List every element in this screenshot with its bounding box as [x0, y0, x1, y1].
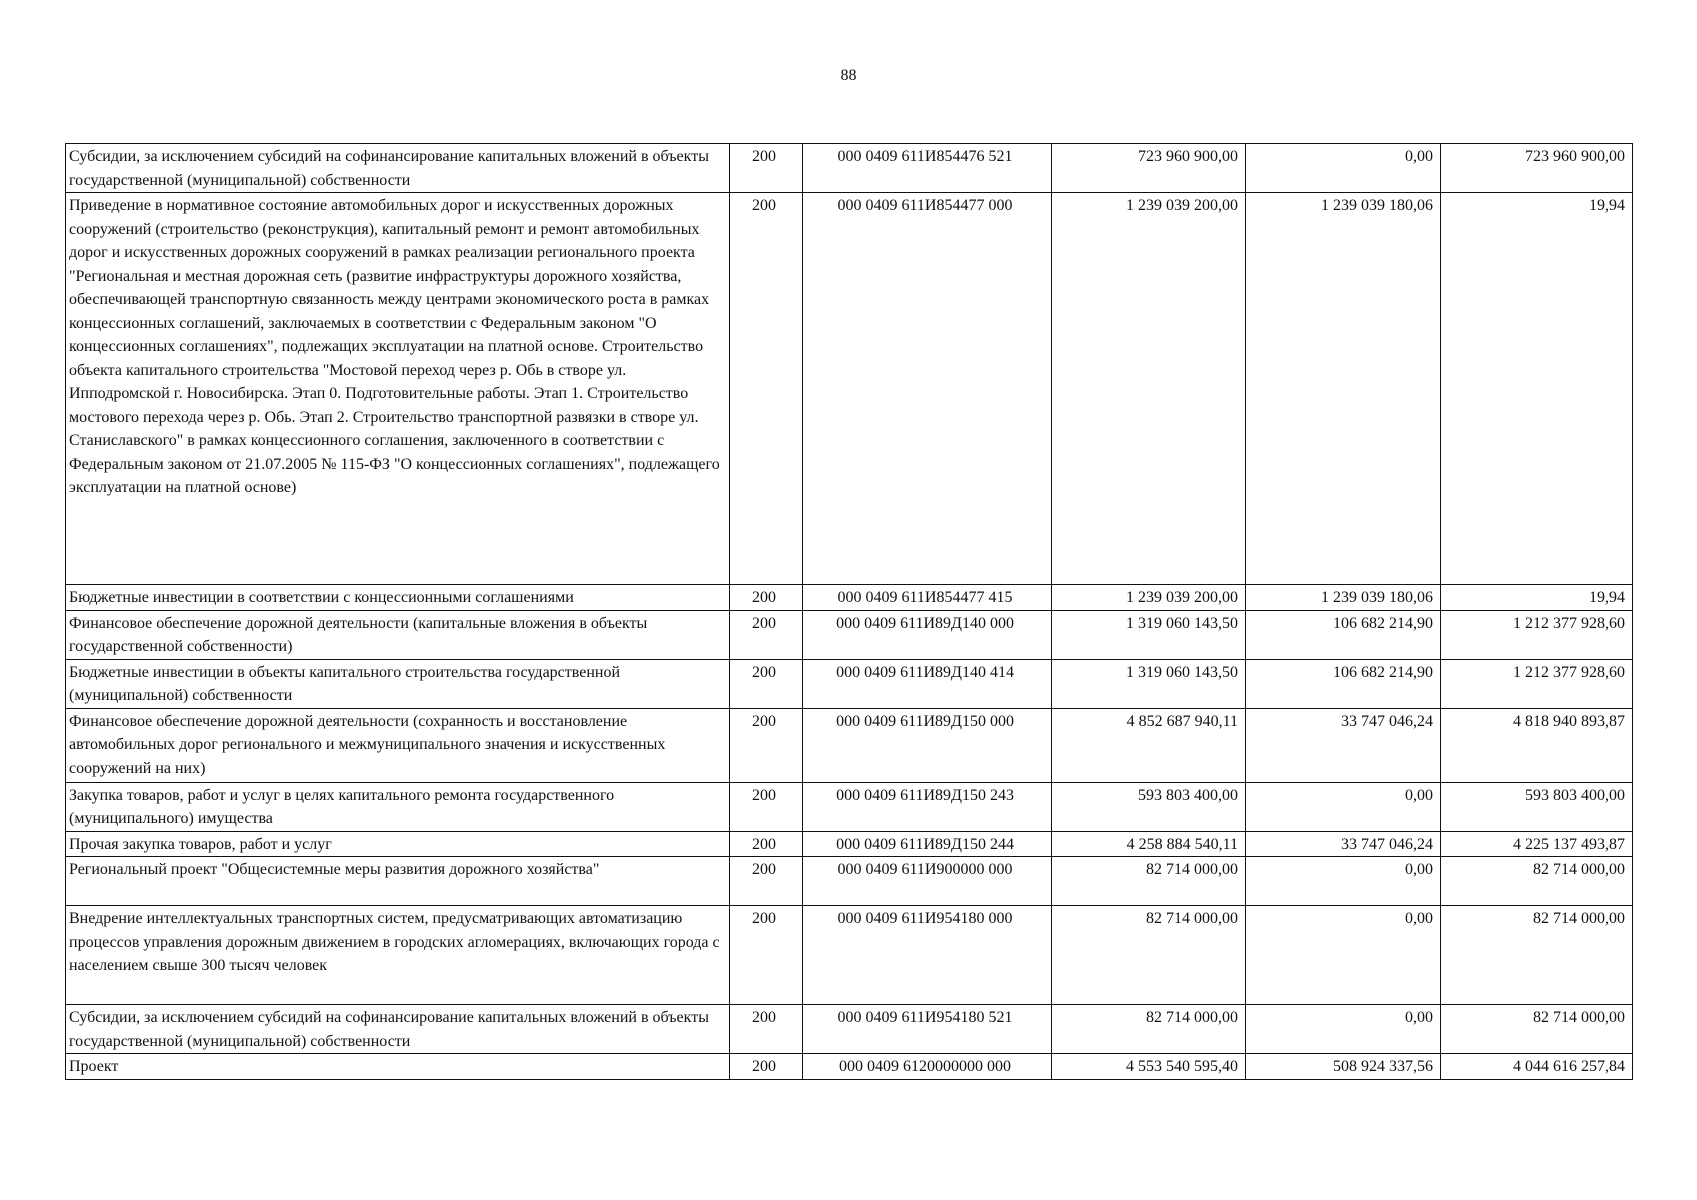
row-unexecuted-cell: 4 818 940 893,87 — [1441, 708, 1633, 782]
table-row — [66, 1054, 1633, 1080]
row-budget-code-cell: 000 0409 611И89Д140 000 — [803, 610, 1052, 659]
row-unexecuted-cell: 4 044 616 257,84 — [1441, 1054, 1633, 1080]
row-unexecuted-cell: 82 714 000,00 — [1441, 857, 1633, 906]
row-line-code-cell: 200 — [730, 610, 803, 659]
table-row — [66, 1005, 1633, 1054]
row-name-cell: Бюджетные инвестиции в соответствии с концессионными соглашениями — [66, 585, 730, 611]
row-line-code-cell: 200 — [730, 857, 803, 906]
table-row — [66, 906, 1633, 1005]
row-name-cell: Субсидии, за исключением субсидий на софинансирование капитальных вложений в объекты государственной (муниципальной) собственности — [66, 144, 730, 193]
row-budget-code-cell: 000 0409 611И89Д140 414 — [803, 659, 1052, 708]
row-executed-cell: 33 747 046,24 — [1246, 708, 1441, 782]
row-unexecuted-cell: 1 212 377 928,60 — [1441, 659, 1633, 708]
row-name-cell: Приведение в нормативное состояние автомобильных дорог и искусственных дорожных сооружений (строительство (реконструкция), капитальный ремонт и ремонт автомобильных дорог и искусственных дорожных сооружений в рамках реализации регионального проекта "Региональная и местная дорожная сеть (развитие инфраструктуры дорожного хозяйства, обеспечивающей транспортную связанность между центрами экономического роста в рамках концессионных соглашений, заключаемых в соответствии с Федеральным законом "О концессионных соглашениях", подлежащих эксплуатации на платной основе. Строительство объекта капитального строительства "Мостовой переход через р. Обь в створе ул. Ипподромской г. Новосибирска. Этап 0. Подготовительные работы. Этап 1. Строительство мостового перехода через р. Обь. Этап 2. Строительство транспортной развязки в створе ул. Станиславского" в рамках концессионного соглашения, заключенного в соответствии с Федеральным законом от 21.07.2005 № 115-ФЗ "О концессионных соглашениях", подлежащего эксплуатации на платной основе) — [66, 193, 730, 585]
row-line-code-cell: 200 — [730, 831, 803, 857]
table-row — [66, 144, 1633, 193]
row-budget-code-cell: 000 0409 6120000000 000 — [803, 1054, 1052, 1080]
table-row — [66, 659, 1633, 708]
row-executed-cell: 106 682 214,90 — [1246, 610, 1441, 659]
row-approved-cell: 82 714 000,00 — [1052, 1005, 1246, 1054]
row-unexecuted-cell: 19,94 — [1441, 193, 1633, 585]
row-name-cell: Финансовое обеспечение дорожной деятельности (капитальные вложения в объекты государственной собственности) — [66, 610, 730, 659]
table-row — [66, 782, 1633, 831]
row-budget-code-cell: 000 0409 611И954180 000 — [803, 906, 1052, 1005]
row-name-cell: Закупка товаров, работ и услуг в целях капитального ремонта государственного (муниципального) имущества — [66, 782, 730, 831]
row-unexecuted-cell: 19,94 — [1441, 585, 1633, 611]
row-budget-code-cell: 000 0409 611И89Д150 000 — [803, 708, 1052, 782]
row-executed-cell: 33 747 046,24 — [1246, 831, 1441, 857]
row-line-code-cell: 200 — [730, 585, 803, 611]
row-executed-cell: 0,00 — [1246, 906, 1441, 1005]
row-line-code-cell: 200 — [730, 782, 803, 831]
row-name-cell: Субсидии, за исключением субсидий на софинансирование капитальных вложений в объекты государственной (муниципальной) собственности — [66, 1005, 730, 1054]
table-row — [66, 610, 1633, 659]
row-approved-cell: 82 714 000,00 — [1052, 857, 1246, 906]
row-executed-cell: 106 682 214,90 — [1246, 659, 1441, 708]
row-budget-code-cell: 000 0409 611И854477 000 — [803, 193, 1052, 585]
row-approved-cell: 4 852 687 940,11 — [1052, 708, 1246, 782]
table-row — [66, 708, 1633, 782]
row-unexecuted-cell: 82 714 000,00 — [1441, 1005, 1633, 1054]
row-approved-cell: 723 960 900,00 — [1052, 144, 1246, 193]
row-budget-code-cell: 000 0409 611И89Д150 243 — [803, 782, 1052, 831]
row-executed-cell: 0,00 — [1246, 1005, 1441, 1054]
row-approved-cell: 593 803 400,00 — [1052, 782, 1246, 831]
row-line-code-cell: 200 — [730, 144, 803, 193]
row-name-cell: Региональный проект "Общесистемные меры развития дорожного хозяйства" — [66, 857, 730, 906]
table-row — [66, 585, 1633, 611]
row-budget-code-cell: 000 0409 611И854477 415 — [803, 585, 1052, 611]
row-approved-cell: 1 239 039 200,00 — [1052, 193, 1246, 585]
row-name-cell: Финансовое обеспечение дорожной деятельности (сохранность и восстановление автомобильных дорог регионального и межмуниципального значения и искусственных сооружений на них) — [66, 708, 730, 782]
row-budget-code-cell: 000 0409 611И854476 521 — [803, 144, 1052, 193]
row-unexecuted-cell: 4 225 137 493,87 — [1441, 831, 1633, 857]
row-line-code-cell: 200 — [730, 193, 803, 585]
row-approved-cell: 82 714 000,00 — [1052, 906, 1246, 1005]
row-line-code-cell: 200 — [730, 1054, 803, 1080]
row-line-code-cell: 200 — [730, 708, 803, 782]
row-budget-code-cell: 000 0409 611И900000 000 — [803, 857, 1052, 906]
row-name-cell: Прочая закупка товаров, работ и услуг — [66, 831, 730, 857]
row-line-code-cell: 200 — [730, 906, 803, 1005]
row-executed-cell: 1 239 039 180,06 — [1246, 585, 1441, 611]
row-executed-cell: 1 239 039 180,06 — [1246, 193, 1441, 585]
row-executed-cell: 0,00 — [1246, 857, 1441, 906]
row-approved-cell: 4 553 540 595,40 — [1052, 1054, 1246, 1080]
table-row — [66, 831, 1633, 857]
row-approved-cell: 1 319 060 143,50 — [1052, 610, 1246, 659]
row-name-cell: Внедрение интеллектуальных транспортных систем, предусматривающих автоматизацию процессов управления дорожным движением в городских агломерациях, включающих города с населением свыше 300 тысяч человек — [66, 906, 730, 1005]
row-line-code-cell: 200 — [730, 1005, 803, 1054]
row-approved-cell: 4 258 884 540,11 — [1052, 831, 1246, 857]
expenditure-table — [65, 143, 1633, 1080]
row-budget-code-cell: 000 0409 611И954180 521 — [803, 1005, 1052, 1054]
table-row — [66, 193, 1633, 585]
row-unexecuted-cell: 593 803 400,00 — [1441, 782, 1633, 831]
table-row — [66, 857, 1633, 906]
row-name-cell: Проект — [66, 1054, 730, 1080]
row-budget-code-cell: 000 0409 611И89Д150 244 — [803, 831, 1052, 857]
row-name-cell: Бюджетные инвестиции в объекты капитального строительства государственной (муниципальной) собственности — [66, 659, 730, 708]
row-unexecuted-cell: 723 960 900,00 — [1441, 144, 1633, 193]
page-number: 88 — [840, 67, 857, 84]
row-unexecuted-cell: 82 714 000,00 — [1441, 906, 1633, 1005]
row-executed-cell: 0,00 — [1246, 782, 1441, 831]
row-unexecuted-cell: 1 212 377 928,60 — [1441, 610, 1633, 659]
row-approved-cell: 1 319 060 143,50 — [1052, 659, 1246, 708]
row-line-code-cell: 200 — [730, 659, 803, 708]
row-executed-cell: 0,00 — [1246, 144, 1441, 193]
row-executed-cell: 508 924 337,56 — [1246, 1054, 1441, 1080]
row-approved-cell: 1 239 039 200,00 — [1052, 585, 1246, 611]
